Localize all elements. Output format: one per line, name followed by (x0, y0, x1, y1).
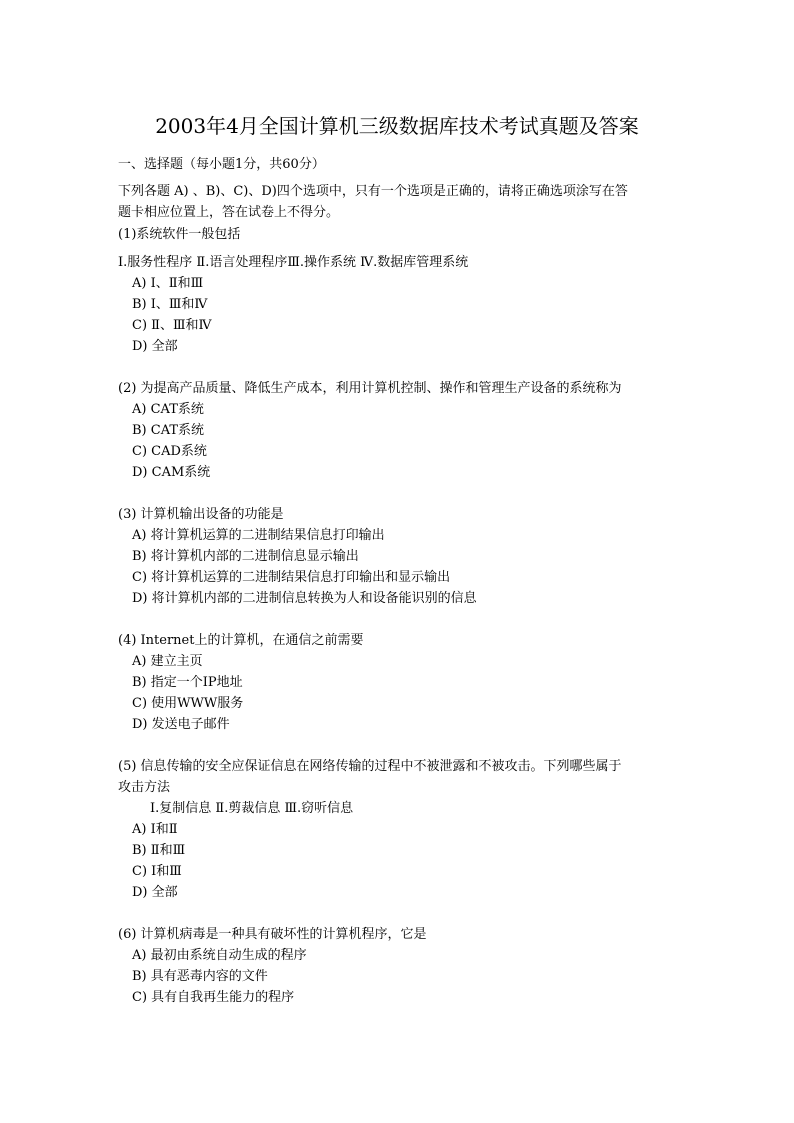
question-4-option-b: B) 指定一个IP地址 (132, 675, 243, 690)
section-heading: 一、选择题（每小题1分，共60分） (118, 157, 325, 172)
question-6-option-a: A) 最初由系统自动生成的程序 (132, 948, 307, 963)
question-2-option-b: B) CAT系统 (132, 423, 205, 438)
question-3-option-d: D) 将计算机内部的二进制信息转换为人和设备能识别的信息 (132, 591, 477, 606)
question-2-option-c: C) CAD系统 (132, 444, 207, 459)
instructions-line-2: 题卡相应位置上，答在试卷上不得分。 (118, 205, 340, 220)
question-1-stem: (1)系统软件一般包括 (118, 227, 241, 242)
question-4-stem: (4) Internet上的计算机，在通信之前需要 (118, 633, 364, 648)
question-2-option-a: A) CAT系统 (132, 402, 204, 417)
question-1-option-c: C) Ⅱ、Ⅲ和Ⅳ (132, 318, 212, 333)
question-1-option-a: A) Ⅰ、Ⅱ和Ⅲ (132, 276, 204, 291)
instructions-line-1: 下列各题 A) 、B)、C)、D)四个选项中，只有一个选项是正确的，请将正确选项涂写在答 (118, 184, 628, 199)
question-3-option-a: A) 将计算机运算的二进制结果信息打印输出 (132, 528, 385, 543)
question-5-stem-line-2: 攻击方法 (118, 780, 171, 795)
question-6-option-b: B) 具有恶毒内容的文件 (132, 969, 268, 984)
question-4-option-d: D) 发送电子邮件 (132, 717, 230, 732)
question-3-option-c: C) 将计算机运算的二进制结果信息打印输出和显示输出 (132, 570, 451, 585)
question-4-option-c: C) 使用WWW服务 (132, 696, 244, 711)
question-3-option-b: B) 将计算机内部的二进制信息显示输出 (132, 549, 359, 564)
question-6-stem: (6) 计算机病毒是一种具有破坏性的计算机程序，它是 (118, 927, 427, 942)
question-5-option-d: D) 全部 (132, 885, 178, 900)
question-1-items: Ⅰ.服务性程序 Ⅱ.语言处理程序Ⅲ.操作系统 Ⅳ.数据库管理系统 (118, 255, 469, 270)
question-2-stem: (2) 为提高产品质量、降低生产成本，利用计算机控制、操作和管理生产设备的系统称为 (118, 381, 622, 396)
question-4-option-a: A) 建立主页 (132, 654, 203, 669)
question-6-option-c: C) 具有自我再生能力的程序 (132, 990, 295, 1005)
question-5-option-c: C) Ⅰ和Ⅲ (132, 864, 182, 879)
question-5-items: Ⅰ.复制信息 Ⅱ.剪裁信息 Ⅲ.窃听信息 (150, 801, 354, 816)
question-2-option-d: D) CAM系统 (132, 465, 211, 480)
question-5-stem-line-1: (5) 信息传输的安全应保证信息在网络传输的过程中不被泄露和不被攻击。下列哪些属于 (118, 759, 622, 774)
question-1-option-b: B) Ⅰ、Ⅲ和Ⅳ (132, 297, 208, 312)
document-title: 2003年4月全国计算机三级数据库技术考试真题及答案 (155, 114, 639, 138)
question-3-stem: (3) 计算机输出设备的功能是 (118, 507, 284, 522)
question-1-option-d: D) 全部 (132, 339, 178, 354)
question-5-option-b: B) Ⅱ和Ⅲ (132, 843, 186, 858)
question-5-option-a: A) Ⅰ和Ⅱ (132, 822, 178, 837)
